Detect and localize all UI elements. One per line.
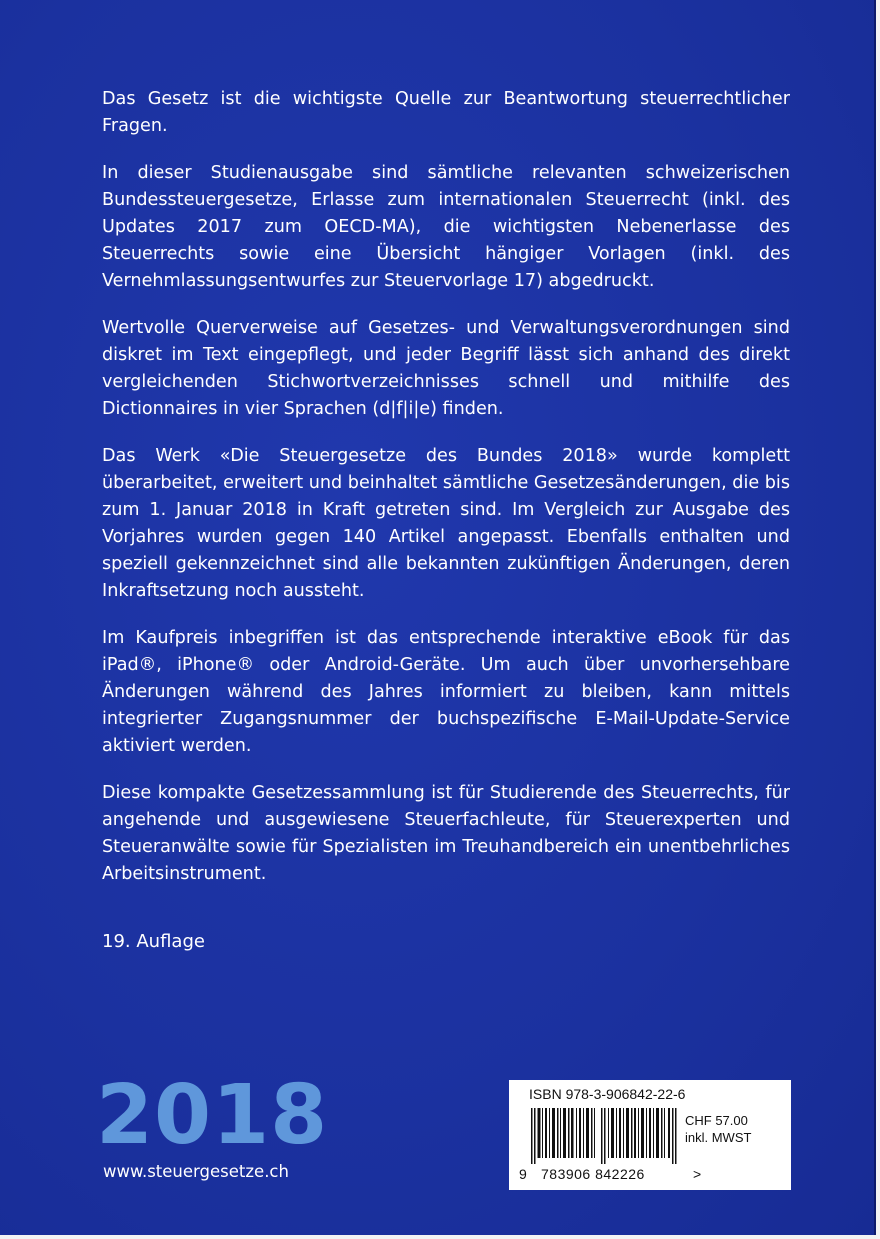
year-title: 2018 <box>96 1068 329 1163</box>
barcode-arrow: > <box>693 1166 702 1182</box>
paragraph-ebook: Im Kaufpreis inbegriffen ist das entsprechende interaktive eBook für das iPad®, iPhone® oder Android-Geräte. Um auch über unvorhersehbare Änderungen während des Jahres informiert zu bleiben, kann mittels integrierter Zugangsnummer der buchspezifische E-Mail-Update-Service aktiviert werden. <box>102 628 790 756</box>
price-value: CHF 57.00 <box>685 1113 748 1128</box>
price-info <box>685 1112 751 1146</box>
barcode-icon <box>531 1108 677 1164</box>
isbn-number: ISBN 978-3-906842-22-6 <box>529 1086 686 1102</box>
barcode-first-digit: 9 <box>519 1166 528 1182</box>
barcode-label <box>509 1080 791 1190</box>
paragraph-intro: Das Gesetz ist die wichtigste Quelle zur Beantwortung steuerrechtlicher Fragen. <box>102 89 790 136</box>
paragraph-contents: In dieser Studienausgabe sind sämtliche relevanten schweizerischen Bundessteuergesetze, Erlasse zum internationalen Steuerrecht (inkl. des Updates 2017 zum OECD-MA), die wichtigsten Nebenerlasse des Steuerrechts sowie eine Übersicht hängiger Vorlagen (inkl. des Vernehmlassungsentwurfes zur Steuervorlage 17) abgedruckt. <box>102 163 790 291</box>
barcode-number: 783906 842226 <box>541 1166 645 1182</box>
barcode-digits <box>519 1166 702 1182</box>
edition-label: 19. Auflage <box>102 931 205 952</box>
paragraph-crossreferences: Wertvolle Querverweise auf Gesetzes- und Verwaltungsverordnungen sind diskret im Text eingepflegt, und jeder Begriff lässt sich anhand des direkt vergleichenden Stichwortverzeichnisses schnell und mithilfe des Dictionnaires in vier Sprachen (d|f|i|e) finden. <box>102 318 790 419</box>
paragraph-edition-notes: Das Werk «Die Steuergesetze des Bundes 2018» wurde komplett überarbeitet, erweitert und beinhaltet sämtliche Gesetzesänderungen, die bis zum 1. Januar 2018 in Kraft getreten sind. Im Vergleich zur Ausgabe des Vorjahres wurden gegen 140 Artikel angepasst. Ebenfalls enthalten und speziell gekennzeichnet sind alle bekannten zukünftigen Änderungen, deren Inkraftsetzung noch aussteht. <box>102 446 790 601</box>
paragraph-audience: Diese kompakte Gesetzessammlung ist für Studierende des Steuerrechts, für angehende und ausgewiesene Steuerfachleute, für Steuerexperten und Steueranwälte sowie für Spezialisten im Treuhandbereich ein unentbehrliches Arbeitsinstrument. <box>102 783 790 884</box>
blurb-text <box>102 86 790 908</box>
tax-note: inkl. MWST <box>685 1130 752 1145</box>
website-link[interactable]: www.steuergesetze.ch <box>103 1162 289 1181</box>
